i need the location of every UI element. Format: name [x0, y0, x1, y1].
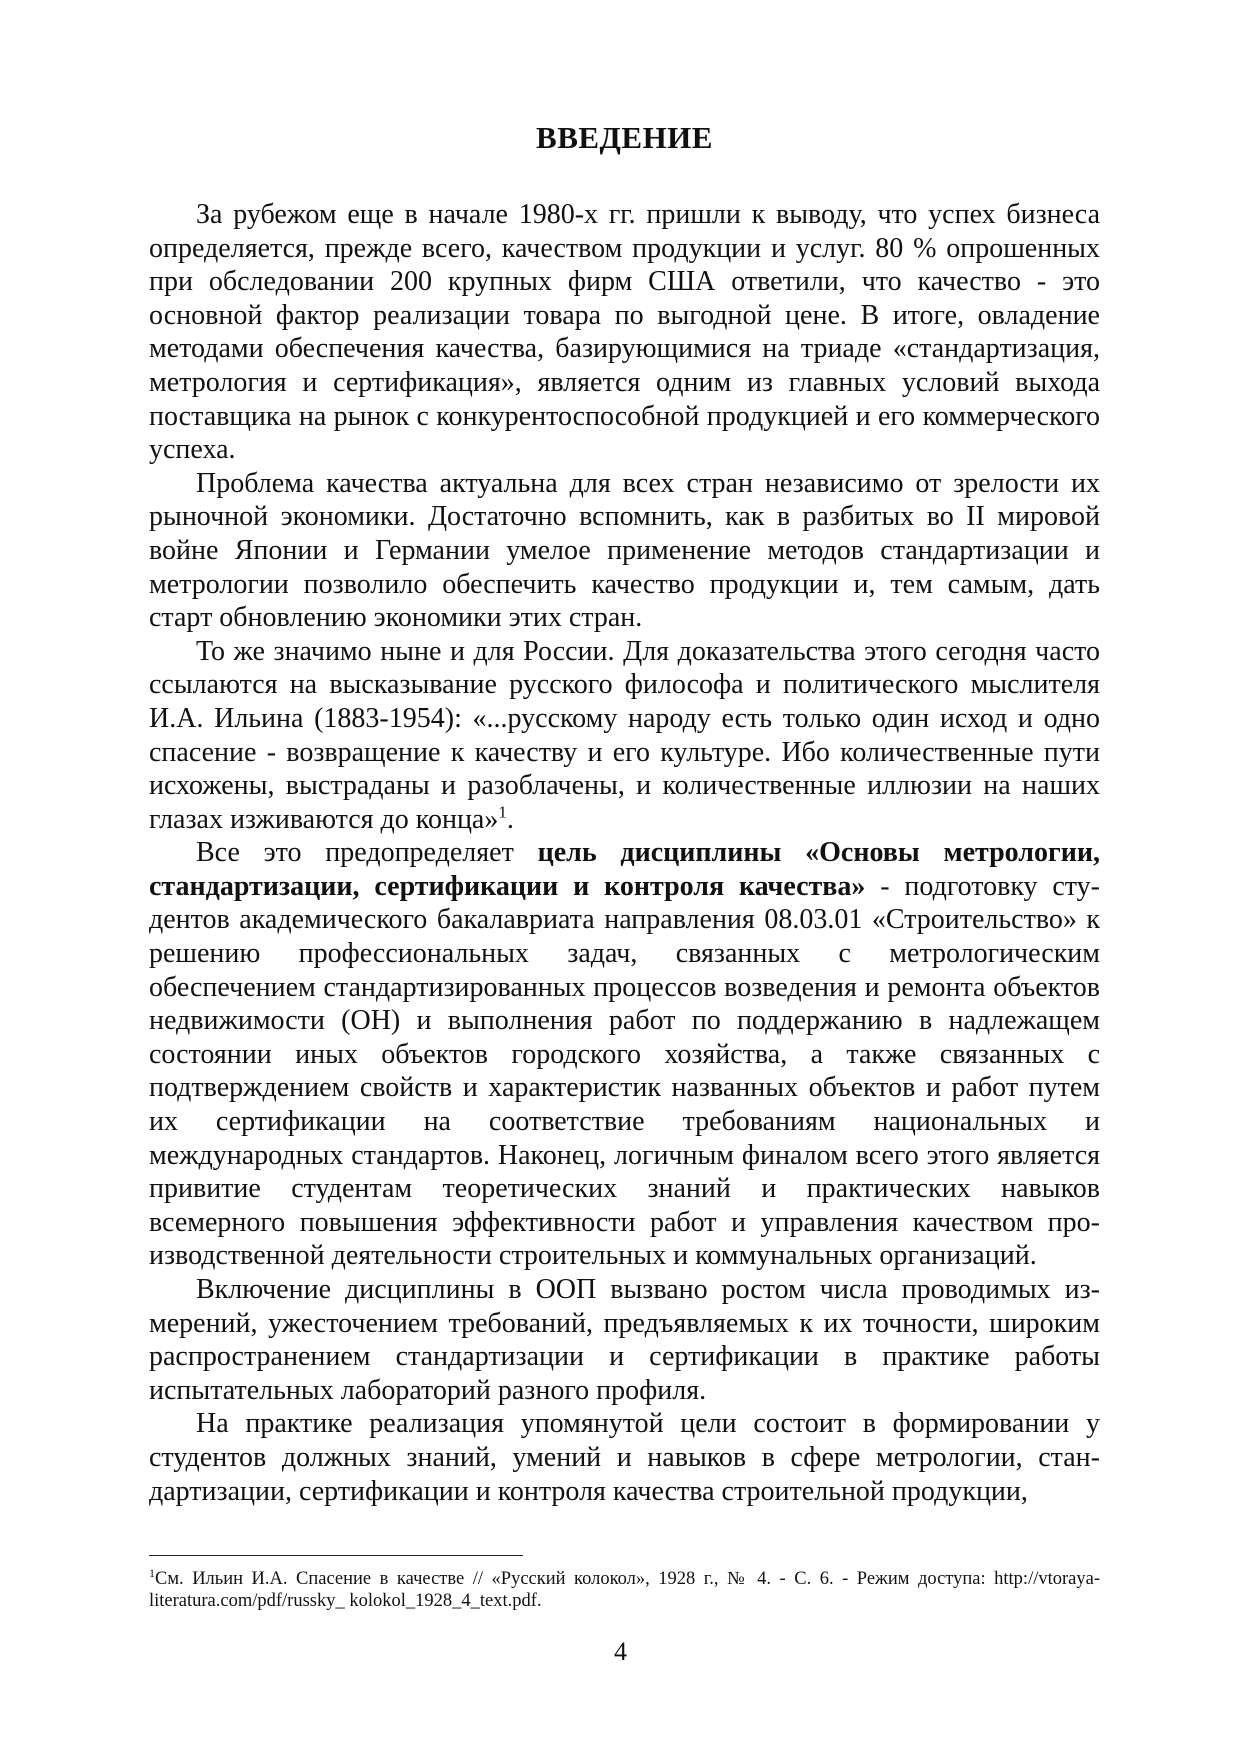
page-number: 4: [614, 1637, 627, 1666]
footnote-divider: [149, 1555, 523, 1556]
paragraph-2: Проблема качества актуальна для всех стран независимо от зрелости их рыночной экономики. Достаточно вспомнить, как в разбитых во II мировой войне Японии и Германии умелое применение методов стандартизации и метрологии позволило обеспечить качество продукции и, тем самым, дать старт обновлению экономики этих стран.: [149, 467, 1100, 634]
paragraph-1: За рубежом еще в начале 1980-х гг. пришли к выводу, что успех бизнеса определяется, прежде всего, качеством продукции и услуг. 80 % опрошенных при обследовании 200 крупных фирм США ответили, что качество - это основной фактор реализации товара по выгодной цене. В итоге, овладение методами обеспечения качества, базирующимися на триаде «стандартизация, метрология и сертификация», является одним из главных условий выхода поставщика на рынок с конкурентоспособной продукцией и его коммерческого успеха.: [149, 199, 1100, 466]
page-title: ВВЕДЕНИЕ: [536, 120, 713, 155]
page-body: [149, 118, 1100, 1508]
paragraph-5: Включение дисциплины в ООП вызвано ростом числа проводимых измерений, ужесточением требований, предъявляемых к их точности, широким распространением стандартизации и сертификации в практике работы испытательных лабораторий разного профиля.: [149, 1274, 1100, 1406]
paragraph-6: На практике реализация упомянутой цели состоит в формировании у студентов должных знаний, умений и навыков в сфере метрологии, стандартизации, сертификации и контроля качества строительной продукции,: [149, 1408, 1100, 1507]
paragraph-4-lead: Все это предопределяет: [196, 837, 538, 869]
paragraph-3-end: .: [506, 803, 514, 835]
footnote-reference: 1: [498, 802, 507, 822]
footnote: [149, 1565, 1100, 1612]
paragraph-3-text: То же значимо ныне и для России. Для доказательства этого сегодня часто ссылаются на высказывание русского философа и политического мыслителя И.А. Ильина (1883-1954): «...русскому народу есть только один исход и одно спасение - возвращение к качеству и его культуре. Ибо количественные пути исхожены, выстраданы и разоблачены, и количественные иллюзии на наших глазах изживаются до конца»: [149, 635, 1100, 835]
footnote-text: См. Ильин И.А. Спасение в качестве // «Русский колокол», 1928 г., № 4. - С. 6. - Режим доступа: http://vtoraya-literatura.com/pdf/russky_ kolokol_1928_4_text.pdf.: [149, 1569, 1100, 1611]
footnote-marker: 1: [149, 1565, 155, 1580]
paragraph-3: [149, 635, 1100, 837]
paragraph-4-rest: - подготовку студентов академического бакалавриата направления 08.03.01 «Строительство» к решению профессиональных задач, связанных с метрологическим обеспечением стандартизированных процессов возведения и ремонта объектов недвижимости (ОН) и выполнения работ по поддержанию в надлежащем состоянии иных объектов городского хозяйства, а также связанных с подтверждением свойств и характеристик названных объектов и работ путем их сертификации на соответствие требованиям национальных и международных стандартов. Наконец, логичным финалом всего этого является привитие студентам теоретических знаний и практических навыков всемерного повышения эффективности работ и управления качеством производственной деятельности строительных и коммунальных организаций.: [149, 870, 1100, 1272]
paragraph-4: [149, 836, 1100, 1273]
discipline-goal-bold: цель дисциплины «Основы метрологии, стандартизации, сертификации и контроля качества»: [149, 837, 1100, 902]
